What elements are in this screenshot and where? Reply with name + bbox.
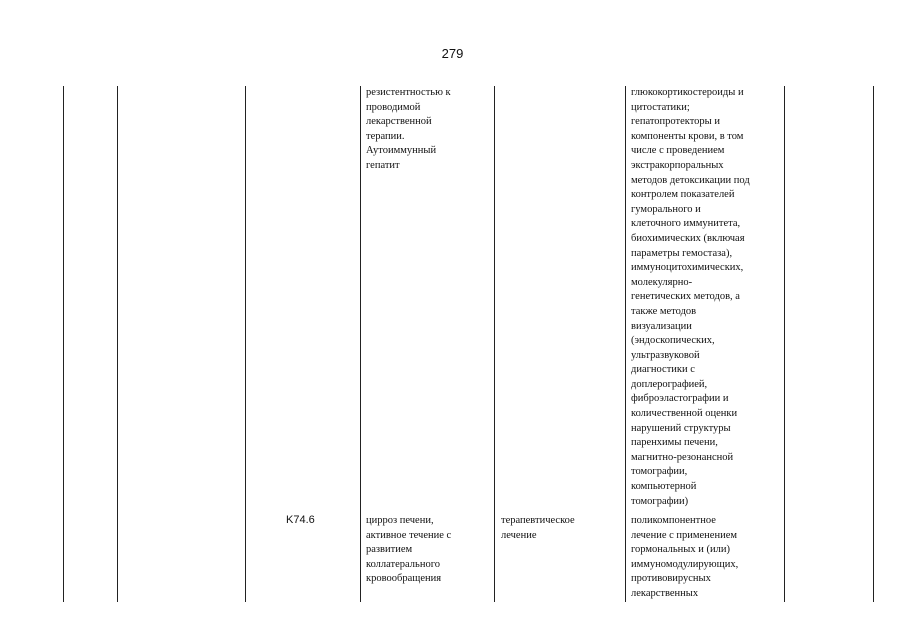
method-line: доплерографией,	[631, 378, 708, 390]
method-line: методов детоксикации под	[631, 174, 750, 186]
method-line: лекарственных	[631, 587, 699, 599]
method-line: ультразвуковой	[631, 349, 700, 361]
method-line: генетических методов, а	[631, 291, 740, 303]
method-line: паренхимы печени,	[631, 437, 718, 449]
method-line: диагностики с	[631, 364, 695, 376]
method-line: компьютерной	[631, 481, 697, 493]
method-line: клеточного иммунитета,	[631, 218, 741, 230]
method-line: гуморального и	[631, 203, 701, 215]
treatment-type-line: терапевтическое	[501, 515, 575, 526]
method-line: иммуноцитохимических,	[631, 262, 744, 274]
method-line: экстракорпоральных	[631, 159, 724, 171]
column-divider	[784, 86, 785, 602]
treatment-type-cell	[501, 514, 575, 543]
condition-line: коллатерального	[366, 558, 440, 570]
method-line: контролем показателей	[631, 189, 735, 201]
method-line: визуализации	[631, 320, 692, 332]
method-line: гепатопротекторы и	[631, 116, 720, 128]
method-line: (эндоскопических,	[631, 335, 715, 347]
treatment-type-line: лечение	[501, 529, 537, 541]
column-divider	[360, 86, 361, 602]
method-line: параметры гемостаза),	[631, 247, 733, 259]
method-line: нарушений структуры	[631, 422, 731, 434]
condition-line: Аутоиммунный	[366, 145, 437, 157]
column-divider	[625, 86, 626, 602]
method-line: также методов	[631, 305, 697, 317]
condition-line: кровообращения	[366, 573, 442, 585]
method-line: гормональных и (или)	[631, 544, 730, 556]
method-line: компоненты крови, в том	[631, 130, 744, 142]
method-line: противовирусных	[631, 573, 711, 585]
method-line: поликомпонентное	[631, 515, 716, 526]
condition-line: проводимой	[366, 101, 421, 113]
method-line: фиброэластографии и	[631, 393, 729, 405]
method-line: магнитно-резонансной	[631, 451, 734, 463]
method-cell	[631, 86, 750, 509]
condition-line: лекарственной	[366, 116, 432, 128]
method-line: томографии)	[631, 495, 689, 507]
method-cell	[631, 514, 738, 602]
condition-line: терапии.	[366, 130, 405, 142]
column-divider	[873, 86, 874, 602]
method-line: лечение с применением	[631, 529, 738, 541]
method-line: цитостатики;	[631, 101, 690, 113]
column-divider	[117, 86, 118, 602]
condition-line: развитием	[366, 544, 413, 556]
page-number: 279	[441, 46, 464, 61]
method-line: числе с проведением	[631, 145, 725, 157]
condition-cell	[366, 86, 451, 174]
column-divider	[63, 86, 64, 602]
condition-cell	[366, 514, 451, 587]
method-line: глюкокортикостероиды и	[631, 87, 744, 98]
method-line: биохимических (включая	[631, 232, 745, 244]
diagnosis-code: K74.6	[286, 514, 315, 526]
method-line: томографии,	[631, 466, 688, 478]
method-line: количественной оценки	[631, 408, 738, 420]
column-divider	[494, 86, 495, 602]
condition-line: цирроз печени,	[366, 515, 434, 526]
condition-line: гепатит	[366, 159, 400, 171]
method-line: иммуномодулирующих,	[631, 558, 739, 570]
code-cell	[286, 513, 315, 528]
condition-line: активное течение с	[366, 529, 452, 541]
method-line: молекулярно-	[631, 276, 693, 288]
column-divider	[245, 86, 246, 602]
condition-line: резистентностью к	[366, 87, 451, 98]
